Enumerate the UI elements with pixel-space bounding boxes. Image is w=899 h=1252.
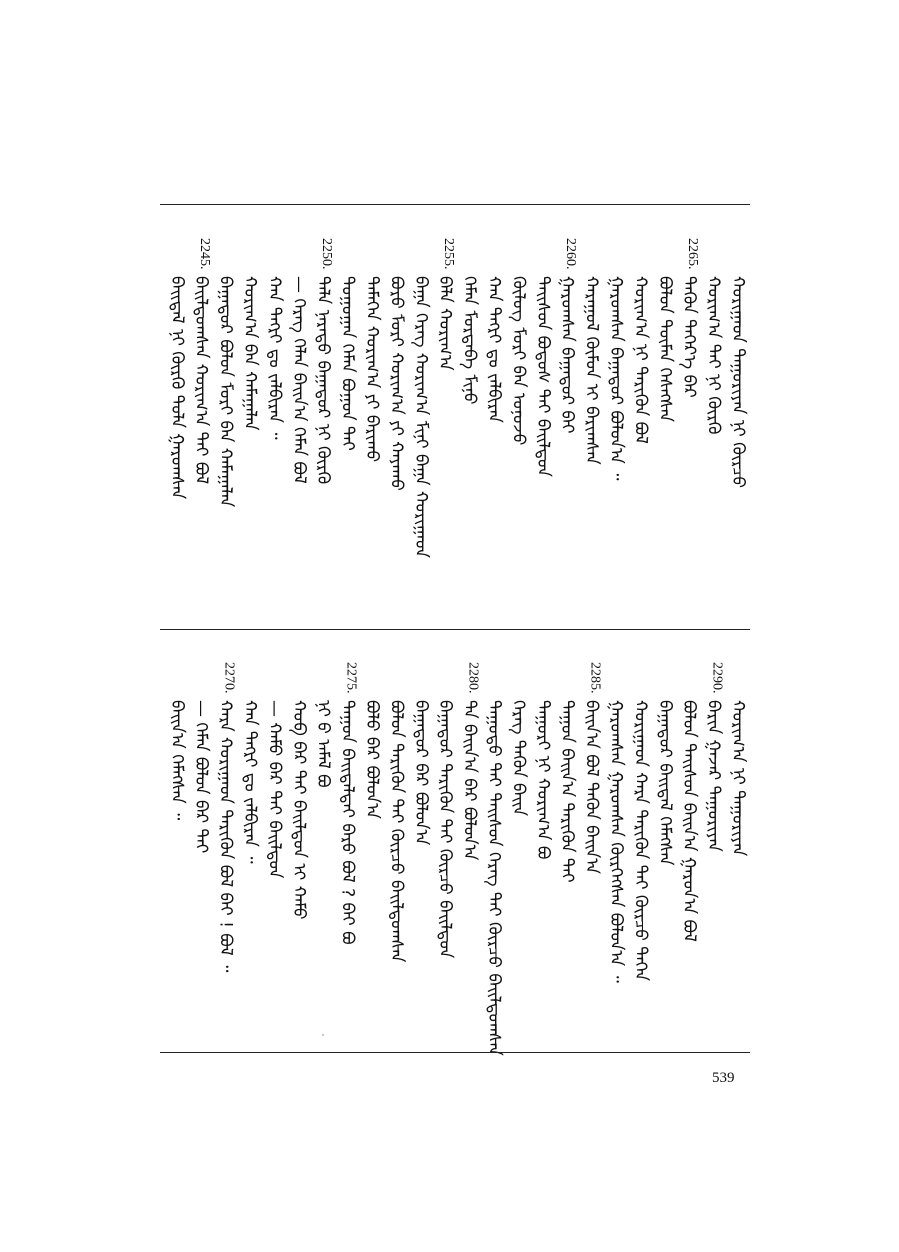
verse-line: ᠪᠣᠯᠤᠨ ᠳᠠᠢᠰᠤᠨ ᠪᠠᠢᠨ᠎ᠠ ᠭᠠᠷᠤᠨ᠎ᠠ ᠪᠣᠯ — [679, 700, 700, 942]
line-number: 2285. — [587, 662, 603, 694]
verse-column — [531, 662, 555, 1044]
verse-column — [555, 662, 579, 1044]
verse-line: ᠲᠡᠭᠦᠨ ᠳᠡᠭᠡᠷ᠎ᠡ ᠪᠡᠷ — [679, 276, 700, 398]
verse-column — [458, 662, 482, 1044]
verse-line: ᠪᠠᠭᠠᠲᠤᠷ ᠲᠡᠷᠢᠭᠦᠨ ᠲᠠᠢ ᠬᠦᠷᠴᠦ ᠪᠠᠢᠯᠳᠤᠨ — [435, 700, 456, 959]
verse-column — [360, 662, 384, 1044]
line-number: 2250. — [319, 238, 335, 270]
verse-line: ᠳᠠᠯᠠ ᠨᠡᠷᠡᠲᠦ ᠪᠠᠭᠠᠲᠤᠷ ᠨᠢ ᠬᠦᠷᠬᠦ — [313, 276, 334, 485]
verse-column — [287, 238, 311, 620]
verse-line: ᠳᠠᠭᠤᠷᠢ ᠨᠢ ᠬᠣᠷᠢᠭ᠎ᠠ ᠪᠣ — [532, 700, 553, 860]
verse-column — [360, 238, 384, 620]
line-number: 2255. — [441, 238, 457, 270]
verse-line: ᠭᠠᠷᠤᠭᠰᠠᠨ ᠪᠠᠭᠠᠲᠤᠷ ᠪᠠᠢ — [557, 276, 578, 434]
verse-column — [214, 238, 238, 620]
verse-column — [726, 238, 750, 620]
verse-line: ᠬᠣᠪ ᠪᠠᠷ ᠲᠠᠢ ᠪᠠᠢᠯᠳᠤᠨ ᠢ ᠬᠠᠮᠤ — [288, 700, 309, 920]
verse-column — [262, 238, 286, 620]
verse-line: ᠪᠠᠢᠨ᠎ᠠ ᠬᠡᠮᠡᠭᠰᠡᠨ ᠃ — [166, 700, 187, 821]
line-number: 2265. — [685, 238, 701, 270]
verse-column — [653, 662, 677, 1044]
verse-line: ᠳᠠᠭᠤᠨ ᠪᠠᠢᠨ᠎ᠠ ᠲᠡᠷᠢᠭᠦᠨ ᠲᠠᠢ — [557, 700, 578, 883]
verse-column — [238, 662, 262, 1044]
verse-column — [311, 238, 335, 620]
verse-line: ᠪᠣᠯᠤᠨ ᠲᠦᠮᠡᠨ ᠭᠡᠰᠡᠭᠰᠡᠨ — [654, 276, 675, 422]
verse-column — [482, 662, 506, 1056]
verse-line: ᠲᠣᠭᠣᠭᠠᠨ ᠬᠡᠮᠡᠨ ᠪᠣᠭᠣᠨ ᠲᠠᠢ — [337, 276, 358, 451]
line-number: 2270. — [221, 662, 237, 694]
verse-column — [214, 662, 238, 1044]
verse-column — [238, 238, 262, 620]
verse-line: ᠪᠣᠯᠤᠨ ᠲᠡᠷᠢᠭᠦᠨ ᠲᠠᠢ ᠬᠦᠷᠴᠦ ᠪᠠᠢᠯᠳᠤᠭᠰᠠᠨ — [386, 700, 407, 963]
verse-column — [482, 238, 506, 620]
verse-column — [336, 238, 360, 620]
verse-column — [458, 238, 482, 620]
verse-line: — ᠬᠡᠮᠡᠨ ᠪᠣᠯᠤᠨ ᠪᠡᠷ ᠲᠠᠢ — [191, 700, 212, 854]
verse-line: — ᠬᠠᠮᠤ ᠪᠠᠷ ᠲᠠᠢ ᠪᠠᠢᠯᠳᠤᠨ — [264, 700, 285, 879]
verse-column — [580, 662, 604, 1044]
verse-column — [409, 238, 433, 620]
verse-line: ᠬᠡᠮᠡᠨ ᠮᠣᠷᠳᠠᠪᠠ ᠮᠢᠨᠦ — [459, 276, 480, 405]
verse-line: ᠬᠣᠷᠢᠭ᠎ᠠ ᠲᠠᠢ ᠨᠢ ᠬᠦᠷᠬᠦ — [703, 276, 724, 435]
line-number: 2260. — [563, 238, 579, 270]
verse-line: ᠪᠣᠯᠤ ᠪᠡᠷ ᠪᠣᠯᠤᠨ᠎ᠠ — [362, 700, 382, 819]
middle-rule — [160, 629, 750, 630]
verse-line: ᠬᠣᠷᠢᠭ᠎ᠠ ᠨᠢ ᠲᠠᠭᠤᠷᠢᠶᠠᠨ — [728, 700, 748, 857]
verse-line: ᠬᠠᠨ ᠲᠡᠭᠷᠢ ᠳᠤ ᠵᠠᠯᠪᠢᠷᠠᠨ ᠃ — [240, 700, 260, 864]
verse-column — [702, 238, 726, 620]
verse-column — [506, 238, 530, 620]
verse-line: ᠭᠠᠷᠤᠭᠰᠠᠨ ᠪᠠᠭᠠᠲᠤᠷ ᠪᠣᠯᠤᠨ᠎ᠠ ᠃ — [606, 276, 626, 481]
verse-line: ᠬᠠᠷᠠᠭᠤᠯ ᠬᠦᠮᠦᠨ ᠢ ᠪᠠᠷᠢᠭᠰᠠᠨ — [581, 276, 602, 465]
verse-line: ᠬᠣᠷᠢᠭᠠᠳ ᠳᠠᠭᠤᠷᠢᠶᠠᠨ ᠨᠢ ᠬᠦᠷᠴᠦ — [728, 276, 748, 489]
verse-line: ᠭᠠᠷᠤᠭᠰᠠᠨ ᠭᠠᠷᠤᠭᠰᠠᠨ ᠬᠦᠷᠭᠡᠭᠰᠡᠨ ᠪᠣᠯᠤᠨ᠎ᠠ ᠃ — [606, 700, 626, 983]
verse-line: ᠪᠠᠢᠳᠠᠯ ᠨᠢ ᠬᠦᠷᠬᠦ ᠲᠤᠯᠠ ᠭᠠᠷᠤᠭᠰᠠᠨ — [166, 276, 187, 500]
page-number: 539 — [712, 1070, 735, 1086]
verse-line: ᠲᠡᠮᠡᠭᠡᠨ ᠬᠣᠷᠢᠭ᠎ᠠ ᠶᠢ ᠪᠠᠷᠢᠬᠤ — [362, 276, 382, 463]
lower-verse-block — [160, 662, 750, 1056]
verse-column — [165, 662, 189, 1044]
verse-column — [653, 238, 677, 620]
verse-column — [677, 238, 701, 620]
verse-column — [726, 662, 750, 1044]
bottom-rule — [160, 1052, 750, 1053]
verse-line: ᠬᠠᠷᠠ ᠬᠣᠷᠢᠭᠠᠳ ᠲᠡᠷᠢᠭᠦᠨ ᠪᠣᠯ ᠪᠠᠢ ! ᠪᠣᠯ ᠃ — [215, 700, 236, 973]
verse-line: ᠬᠦᠯᠦᠭ ᠮᠣᠷᠢ ᠪᠠᠨ ᠤᠨᠤᠵᠤ — [508, 276, 529, 446]
verse-line: ᠳᠠᠢᠰᠤᠨ ᠪᠣᠳᠤᠰ ᠲᠠᠢ ᠪᠠᠢᠯᠳᠤᠨ — [532, 276, 553, 477]
verse-column — [555, 238, 579, 620]
scan-speck — [322, 1034, 324, 1036]
verse-line: ᠪᠠᠭᠠᠲᠤᠷ ᠪᠡᠷ ᠪᠣᠯᠤᠨ᠎ᠠ — [410, 700, 431, 846]
verse-line: ᠪᠠᠷᠢᠨ ᠭᠠᠵᠠᠷ ᠲᠠᠭᠤᠷᠢᠶᠠᠨ — [703, 700, 724, 852]
verse-line: ᠲᠠ ᠪᠠᠢᠨ᠎ᠠ ᠪᠡᠷ ᠪᠣᠯᠤᠨ᠎ᠠ — [459, 700, 480, 861]
verse-line: ᠬᠣᠷᠢᠭᠠᠳ ᠬᠠᠷᠠ ᠲᠡᠷᠢᠭᠦᠨ ᠲᠠᠢ ᠬᠦᠷᠴᠦ ᠲᠡᠭᠡᠨ — [630, 700, 651, 982]
verse-column — [628, 662, 652, 1044]
verse-column — [165, 238, 189, 620]
verse-column — [189, 238, 213, 620]
verse-column — [604, 238, 628, 620]
verse-line: ᠬᠠᠨ ᠲᠡᠭᠷᠢ ᠳᠤ ᠵᠠᠯᠪᠢᠷᠠᠨ ᠃ — [264, 276, 285, 440]
verse-column — [311, 662, 335, 1044]
verse-column — [677, 662, 701, 1044]
verse-column — [189, 662, 213, 1044]
verse-column — [433, 238, 457, 620]
verse-column — [384, 662, 408, 1044]
top-rule — [160, 204, 750, 205]
verse-line: ᠬᠡᠷᠡᠭ ᠲᠡᠭᠦᠨ ᠪᠠᠢᠨ — [508, 700, 529, 817]
verse-line: ᠪᠠᠭᠠ ᠬᠡᠷᠡᠭ ᠬᠣᠷᠢᠭ᠎ᠠ ᠮᠢᠨᠢ ᠪᠠᠭᠠ ᠬᠣᠷᠢᠭᠠᠳ — [410, 276, 431, 558]
verse-column — [384, 238, 408, 620]
verse-line: ᠪᠠᠯᠠ ᠬᠣᠷᠢᠭ᠎ᠠ — [435, 276, 456, 371]
verse-line: ᠪᠠᠭᠠᠲᠤᠷ ᠪᠠᠢᠳᠠᠯ ᠬᠡᠮᠡᠭᠰᠡᠨ — [654, 700, 675, 866]
verse-line: ᠪᠣᠷᠣ ᠮᠣᠷᠢ ᠬᠣᠷᠢᠭ᠎ᠠ ᠶᠢ ᠬᠠᠶᠠᠬᠤ — [386, 276, 407, 491]
verse-column — [287, 662, 311, 1044]
verse-column — [531, 238, 555, 620]
verse-column — [506, 662, 530, 1044]
verse-column — [262, 662, 286, 1044]
line-number: 2275. — [343, 662, 359, 694]
line-number: 2290. — [709, 662, 725, 694]
verse-column — [702, 662, 726, 1044]
verse-line: ᠪᠠᠢᠯᠳᠤᠭᠰᠠᠨ ᠬᠣᠷᠢᠭ᠎ᠠ ᠲᠠᠢ ᠪᠣᠯ — [191, 276, 212, 485]
verse-column — [580, 238, 604, 620]
verse-column — [409, 662, 433, 1044]
verse-column — [628, 238, 652, 620]
verse-line: ᠪᠠᠢᠨ᠎ᠠ ᠪᠣᠯ ᠲᠡᠭᠦᠨ ᠪᠠᠢᠨ᠎ᠠ — [581, 700, 602, 874]
verse-line: ᠬᠠᠨ ᠲᠡᠭᠷᠢ ᠳᠤ ᠵᠠᠯᠪᠢᠷᠠᠨ — [484, 276, 504, 423]
verse-column — [604, 662, 628, 1044]
line-number: 2280. — [465, 662, 481, 694]
verse-line: — ᠬᠡᠷᠡᠭ ᠬᠡᠯᠡᠨ ᠪᠠᠢᠨ᠎ᠠ ᠬᠡᠮᠡᠨ ᠪᠣᠯ — [288, 276, 309, 484]
verse-line: ᠪᠠᠭᠠᠲᠤᠷ ᠪᠣᠯᠤᠨ ᠮᠣᠷᠢ ᠪᠠᠨ ᠬᠠᠮᠠᠭᠠᠯᠠᠨ — [215, 276, 236, 508]
upper-verse-block — [160, 238, 750, 620]
verse-line: ᠨᠢ ᠪ ᠠᠮᠠᠯ ᠪᠣ — [313, 700, 334, 788]
verse-column — [336, 662, 360, 1044]
verse-line: ᠳᠠᠭᠤᠨ ᠪᠠᠢᠳᠠᠯᠲᠠᠢ ᠪᠠᠷᠤ ᠪᠣᠯ ? ᠪᠠᠢ ᠪᠣ — [337, 700, 358, 945]
verse-line: ᠳᠠᠭᠤᠲᠤ ᠲᠠᠢ ᠳᠠᠢᠰᠤᠨ ᠬᠡᠷᠡᠭ ᠲᠠᠢ ᠬᠦᠷᠴᠦ ᠪᠠᠢᠯᠳᠤᠭᠰᠠᠨ — [484, 700, 504, 1056]
line-number: 2245. — [197, 238, 213, 270]
verse-line: ᠬᠣᠷᠢᠭ᠎ᠠ ᠨᠢ ᠲᠡᠷᠢᠭᠦᠨ ᠪᠣᠯ — [630, 276, 651, 444]
verse-column — [433, 662, 457, 1044]
verse-line: ᠬᠣᠷᠢᠭ᠎ᠠ ᠪᠠᠨ ᠬᠠᠮᠠᠭᠠᠯᠠᠨ — [240, 276, 260, 431]
